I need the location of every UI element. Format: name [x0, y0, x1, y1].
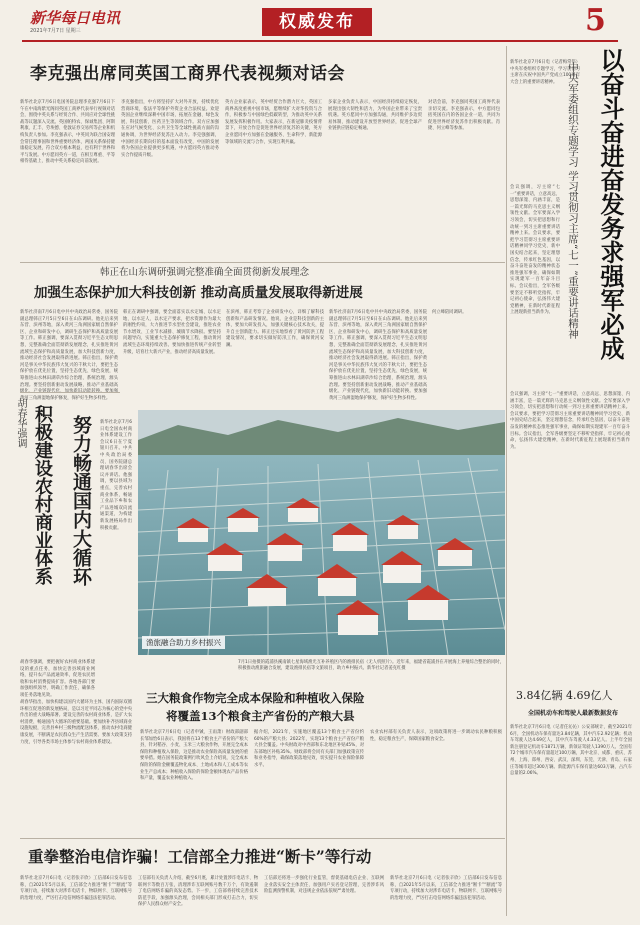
photo-illustration: [138, 410, 505, 655]
stats-subhead: 全国机动车和驾驶人最新数据发布: [527, 710, 618, 717]
article4-col3: 农业农村部有关负责人表示，这项政策将进一步调动农民种粮积极性，稳定粮食生产，保障国家粮食安全。: [370, 730, 502, 742]
article1-col3: 英方企业家表示，英中经贸合作潜力巨大，英国工商界高度重视中国市场，愿继续扩大对华投资与合作，积极参与中国绿色低碳转型，为推动英中关系发展发挥积极作用。大家表示，在新冠肺炎疫情背景下，开放合作是促进世界经济复苏的关键，英方企业愿同中方加强在金融服务、生命科学、新能源等领域的交流与合作，实现互利共赢。: [225, 100, 322, 145]
section2-kicker: 韩正在山东调研强调完整准确全面贯彻新发展理念: [100, 267, 310, 278]
article4-col2: 据介绍，2021年，实施地区覆盖13个粮食主产省份约60%的产粮大县；2022年，实现13个粮食主产省份产粮大县全覆盖。中央财政对中西部和东北地区补贴45%，对东部地区补贴35%。财政部将会同有关部门加强政策宣传和业务指导，确保政策落地见效，切实提升农业保险保障水平。: [254, 730, 364, 768]
right-divider: [506, 46, 507, 916]
section2-col3: 在滨州，韩正考察了企业研发中心，详细了解科技创新和产品研发情况。他说，企业是科技创新的主体，要加大研发投入，加强关键核心技术攻关，提升自主创新能力。韩正还实地察看了黄河防洪工程建设情况，要求切实做好防汛工作，确保黄河安澜。: [226, 310, 324, 348]
section2-col5: 何立峰陪同调研。: [432, 310, 467, 315]
stats-headline: 3.84亿辆 4.69亿人: [516, 689, 613, 702]
masthead-rule: [22, 40, 618, 42]
section3-col2: 胡春华强调，要把握好农村商业体系建设的重点任务，加快完善县域商业网络，提升农产品流通效率，促进农民增收和农村消费提质扩容。各地各部门要加强组织领导，明确工作责任，确保各项任务落地见效。: [20, 660, 95, 698]
article5-col3: 工信部还将进一步强化行业监管，督促基础电信企业、互联网企业落实安全主体责任，加强用户实名登记管理，完善涉诈风险监测预警机制，对违规企业依法依规严肃处理。: [264, 876, 384, 895]
section2-col1: 新华社济南7月6日电中共中央政治局常委、国务院副总理韩正7月5日至6日在山东调研。他先后来到东营、滨州等地，深入黄河三角洲国家级自然保护区、企业和研发中心，调研生态保护和高质量发展等工作。韩正强调，要深入贯彻习近平生态文明思想，完整准确全面贯彻新发展理念，扎实推进黄河流域生态保护和高质量发展，加大科技创新力度，推动经济社会发展取得新进展。韩正指出，保护黄河是事关中华民族伟大复兴的千秋大计，要把生态保护放在优先位置，坚持生态优先、绿色发展，统筹推进山水林田湖草沙综合治理、系统治理、源头治理。要坚持创新驱动发展战略，推动产业基础高 黄河三角洲湿地保护修复，保护好生物多样性。: [20, 310, 118, 401]
section-title: 权威发布: [262, 8, 372, 36]
section3-headline2: 努力畅通国内大循环: [70, 415, 92, 586]
article5-headline: 重拳整治电信诈骗！工信部全力推进“断卡”等行动: [28, 847, 372, 866]
page-number: 5: [585, 3, 606, 38]
article1-col2: 李克强指出，中方将坚持扩大对外开放，持续优化营商环境，依法平等保护外资企业合法权益。欢迎英国企业继续深耕中国市场，拓展在金融、绿色发展、科技创新、医药卫生等领域合作。双方应加强在应对气候变化、公共卫生等全球性挑战方面的沟通协调，为世界经济复苏注入动力。李克强强调，中国经济长期向好的基本面没有改变，中国的发展将为各国企业提供更多机遇，中方愿同英方推动务实合作提质升级。: [121, 100, 219, 158]
right-body: 会议强调，习主席“七一”重要讲话，立意高远、思想深邃、内涵丰富，是一篇光辉的马克思主义纲领性文献。全军要深入学习领会，切实把思想和行动统一到习主席重要讲话精神上来。会议要求，要把学习贯彻习主席重要讲话精神同学习党史、新中国史结合起来，坚定理想信念，传承红色基因，以奋斗奋进奋发的精神状态推进强军事业，确保如期实现建军一百年奋斗目标。会议指出，全军各级要坚定不移听党指挥，牢记初心使命，弘扬伟大建党精神，在新时代新征程上展现新担当新作为。: [510, 185, 560, 316]
article4-headline: 三大粮食作物完全成本保险和种植收入保险: [146, 691, 365, 705]
divider-2: [20, 392, 120, 393]
section2-col4: 新华社济南7月6日电中共中央政治局常委、国务院副总理韩正7月5日至6日在山东调研。他先后来到东营、滨州等地，深入黄河三角洲国家级自然保护区、企业和研发中心，调研生态保护和高质量发展等工作。韩正强调，要深入贯彻习近平生态文明思想，完整准确全面贯彻新发展理念，扎实推进黄河流域生态保护和高质量发展，加大科技创新力度，推动经济社会发展取得新进展。韩正指出，保护黄河是事关中华民族伟大复兴的千秋大计，要把生态保护放在优先位置，坚持生态优先、绿色发展，统筹推进山水林田湖草沙综合治理、系统治理、源头治理。要坚持创新驱动发展战略，推动产业基础高级化、产业链现代化，加快新旧动能转换。要加强黄河三角洲湿地保护修复，保护好生物多样性。: [329, 310, 427, 401]
article5-col1: 新华社北京7月6日电（记者张辛欣）工信部6日发布信息称，自2021年5月以来，工信部全力推进“断卡”“断流”等专项行动，持续加大对涉诈电话卡、物联网卡、互联网账号的治理力度，严厉打击电信网络诈骗违法犯罪活动。: [20, 876, 132, 901]
right-sub-headline: 中央军委组织专题学习 学习贯彻习主席“七一”重要讲话精神: [567, 62, 579, 339]
photo-fish-farm: [138, 410, 505, 655]
section3-intro: 新华社北京7月6日电全国农村商业体系建设工作会议6日在宁夏银川召开。中共中央政治局委员、国务院副总理胡春华出席会议并讲话。他强调，要以县域为重点，完善农村商业体系，畅通工业品下乡和农产品进城双向流通渠道，为构建新发展格局作出积极贡献。: [100, 420, 132, 531]
article4-col1: 新华社北京7月6日电（记者申铖、王雨萧）财政部副部长邹加怡6日表示，我国将在13个粮食主产省份的产粮大县，针对稻谷、小麦、玉米三大粮食作物，开展完全成本保险和种植收入保险，这是推动农业保险高质量发展的重要举措。她在国务院政策例行吹风会上介绍说，完全成本保险的保险金额覆盖物化成本、土地成本和人工成本等农业生产总成本；种植收入保险的保险金额体现农产品价格和产量，覆盖农业种植收入。: [140, 730, 248, 782]
article1-col1: 新华社北京7月6日电国务院总理李克强7月6日下午在中南海紫光阁同英国工商界代表举行视频对话会，围绕中英关系与经贸合作、共同应对全球性挑战等议题深入交流。英国帕特农、保诚集团、阿斯利康、汇丰、劳埃德、伦敦证券交易所等企业和机构负责人参加。李克强表示，中英同为联合国安理会常任理事国和世界重要经济体，两国关系保持健康稳定发展，符合双方根本利益，也有利于世界和平与发展。中方愿同英方一道，在相互尊重、平等相待基础上，推动中英关系稳定向前发展。: [20, 100, 115, 165]
right-intro: 新华社北京7月6日电（记者梅常伟）中央军委组织专题学习，学习贯彻习主席在庆祝中国共产党成立100周年大会上的重要讲话精神。: [510, 60, 580, 85]
article5-col2: 工信部有关负责人介绍，截至6月底，累计处置涉诈电话卡、物联网卡等数百万张，清理涉诈互联网账号数千万个，有效遏制了电信网络诈骗的高发态势。下一步，工信部将持续完善技术防范手段，加强源头治理，会同相关部门形成打击合力，切实保护人民群众财产安全。: [138, 876, 258, 908]
right-big-headline: 以奋斗奋进奋发务求强军必成: [596, 48, 625, 360]
photo-caption-short: 渔旅融合助力乡村振兴: [142, 636, 225, 649]
section3-author: 胡春华强调: [15, 398, 26, 448]
article1-headline: 李克强出席同英国工商界代表视频对话会: [30, 64, 345, 84]
article4-headline2: 将覆盖13个粮食主产省份的产粮大县: [166, 709, 355, 723]
divider-1: [20, 262, 505, 263]
masthead-date: 2021年7月7日 星期三: [30, 28, 81, 34]
section3-col: 胡春华指出，加快构建以国内大循环为主体、国内国际双循环相互促进的新发展格局，是以习近平同志为核心的党中央作出的重大战略部署。建设完善的农村商业体系，是扩大农村消费、畅通国内大循环的重要基础。要加快补齐县域商业设施短板，完善县乡村三级物流配送体系，推动农村电商健康发展，不断满足农民群众生产生活需要。要加大政策支持力度，引导各类市场主体参与农村商业体系建设。: [20, 700, 132, 745]
stats-body: 新华社北京7月6日电（记者任沁沁）公安部统计，截至2021年6月，全国机动车保有量达3.84亿辆，其中汽车2.92亿辆；机动车驾驶人达4.69亿人，其中汽车驾驶人4.33亿人。上半年全国新注册登记机动车1871万辆，新领证驾驶人1390万人。全国有72个城市汽车保有量超过100万辆，其中北京、成都、重庆、苏州、上海、郑州、西安、武汉、深圳、东莞、天津、青岛、石家庄等城市超过300万辆。新能源汽车保有量达603万辆，占汽车总量的2.06%。: [510, 725, 632, 777]
masthead-logo: 新华每日电讯: [30, 9, 121, 27]
section2-headline: 加强生态保护加大科技创新 推动高质量发展取得新进展: [34, 285, 363, 301]
section2-col2: 韩正在调研中强调，要全面落实以水定城、以水定地、以水定人、以水定产要求，把水资源作为最大的刚性约束，大力推进节水型社会建设，推进农业节水增效、工业节水减排、城镇节水降损。要坚持问题导向，实施重大生态保护修复工程，推动黄河流域生态环境持续改善。要加快推进传统产业转型升级，培育壮大新兴产业，推动经济高质量发展。: [123, 310, 221, 355]
article5-col4: 新华社北京7月6日电（记者张辛欣）工信部6日发布信息称，自2021年5月以来，工信部全力推进“断卡”“断流”等专项行动，持续加大对涉诈电话卡、物联网卡、互联网账号的治理力度，严厉打击电信网络诈骗违法犯罪活动。: [390, 876, 502, 901]
photo-caption: 7月1日拍摄的霞浦县溪南镇七星海域渔光互补养殖区内的渔排民宿（无人机照片）。近年来，福建省霞浦县在开展海上养殖综合整治的同时，积极推动渔旅融合发展，建设渔排民宿等文旅项目，助力乡村振兴。新华社记者姜克红摄: [238, 660, 504, 672]
article1-col5: 对话会前，李克强同英国工商界代表亲切交流。李克强表示，中方愿同包括英国在内的各国企业一道，共同为促进世界经济复苏作出积极贡献。肖捷、何立峰等参加。: [428, 100, 500, 132]
section3-headline: 积极建设农村商业体系: [32, 405, 53, 585]
right-body-lower: 会议强调，习主席“七一”重要讲话，立意高远、思想深邃、内涵丰富，是一篇光辉的马克思主义纲领性文献。全军要深入学习领会，切实把思想和行动统一到习主席重要讲话精神上来。会议要求，要把学习贯彻习主席重要讲话精神同学习党史、新中国史结合起来，坚定理想信念，传承红色基因，以奋斗奋进奋发的精神状态推进强军事业，确保如期实现建军一百年奋斗目标。会议指出，全军各级要坚定不移听党指挥，牢记初心使命，弘扬伟大建党精神，在新时代新征程上展现新担当新作为。: [510, 392, 630, 450]
divider-3: [20, 838, 505, 839]
article1-col4: 多家企业负责人表示，中国经济持续稳定恢复，展现出强大韧性和活力，为外国企业带来了宝贵机遇。英方愿同中方加强沟通，共同维护多边贸易体制，推动建设开放型世界经济，促进全球产业链供应链稳定畅通。: [328, 100, 422, 132]
